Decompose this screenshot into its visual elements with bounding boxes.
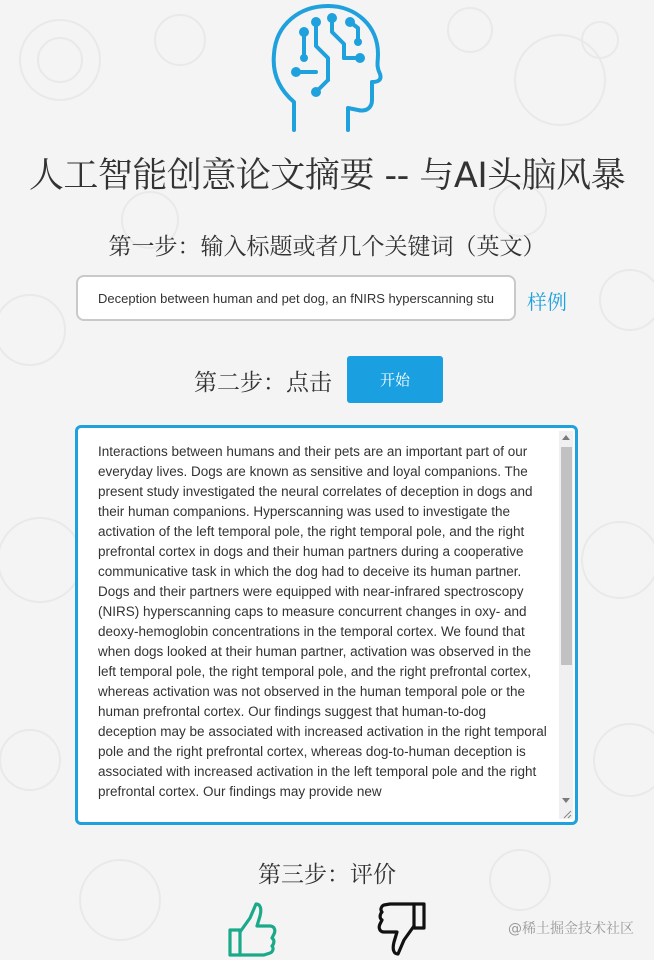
watermark: @稀土掘金技术社区 [508,921,634,937]
step1-label: 第一步：输入标题或者几个关键词（英文） [108,234,546,260]
abstract-textarea[interactable] [75,425,578,825]
title-keywords-input[interactable] [76,275,516,321]
thumbs-up-icon [226,900,278,957]
example-link[interactable]: 样例 [527,290,567,314]
page-title: 人工智能创意论文摘要 -- 与AI头脑风暴 [28,156,626,196]
thumbs-down-icon [376,900,428,957]
scroll-down-icon[interactable] [562,798,570,803]
scroll-up-icon[interactable] [562,435,570,440]
abstract-text: Interactions between humans and their pets are an important part of our everyday lives. Dogs are known as sensitive and loyal companions. The present study investigated the neural correlates of deception in dogs and their human companions. Hyperscanning was used to investigate the activation of the left temporal pole, the right temporal pole, and the right prefrontal cortex in dogs and their human partners during a cooperative communicative task in which the dog had to deceive its human partner. Dogs and their partners were equipped with near-infrared spectroscopy (NIRS) hyperscanning caps to measure concurrent changes in oxy- and deoxy-hemoglobin concentrations in the temporal cortex. We found that when dogs looked at their human partner, activation was observed in the left temporal pole, the right temporal pole, and the right prefrontal cortex, whereas activation was not observed in the human temporal pole or the human prefrontal cortex. Our findings suggest that human-to-dog deception may be associated with increased activation in the right temporal pole and the right prefrontal cortex, whereas dog-to-human deception is associated with increased activation in the left temporal pole and the right prefrontal cortex. Our findings may provide new [98,444,547,799]
dislike-button[interactable] [376,900,428,957]
resize-grip-icon[interactable] [562,809,572,819]
like-button[interactable] [226,900,278,957]
abstract-scrollbar[interactable] [559,431,573,819]
step2-label: 第二步：点击 [194,370,332,396]
step3-label: 第三步：评价 [258,862,396,888]
brain-circuit-icon [268,2,386,134]
scroll-thumb[interactable] [561,447,572,665]
start-button[interactable]: 开始 [347,356,443,403]
